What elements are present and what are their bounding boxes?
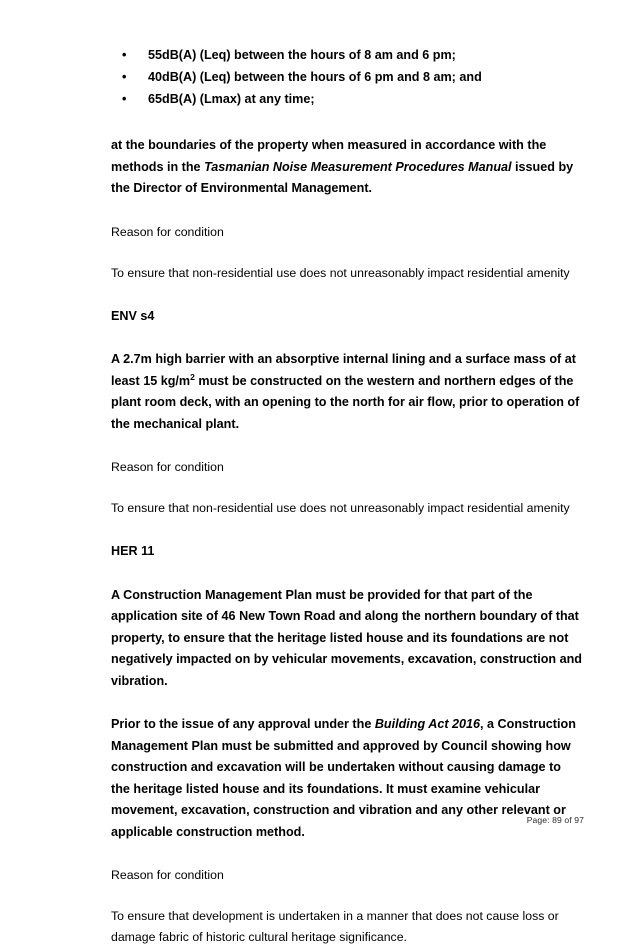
list-item-label: 55dB(A) (Leq) between the hours of 8 am and 6 pm; <box>148 48 456 62</box>
spacer <box>111 478 583 498</box>
page-content <box>111 44 583 948</box>
reason-for-condition-label-3: Reason for condition <box>111 868 224 882</box>
bullet-icon: • <box>122 70 127 84</box>
reason-for-condition-label-2: Reason for condition <box>111 460 224 474</box>
paragraph-text-part-2: issued by the Director of Environmental Management. <box>111 159 574 195</box>
paragraph-text-part-2: must be constructed on the western and northern edges of the plant room deck, with an opening to the north for air flow, prior to operation of the mechanical plant. <box>111 373 580 431</box>
list-item <box>111 88 583 110</box>
paragraph-text-part-2: , a Construction Management Plan must be submitted and approved by Council showing how construction and excavation will be undertaken without causing damage to the heritage listed house and its foundations. It must examine vehicular movement, excavation, construction and vibration and any other relevant or applicable construction method. <box>111 717 576 839</box>
spacer <box>111 692 583 714</box>
reason-for-condition-label-1: Reason for condition <box>111 224 224 239</box>
spacer <box>111 200 583 222</box>
spacer <box>111 435 583 457</box>
bullet-icon: • <box>122 92 127 106</box>
building-act-italic: Building Act 2016 <box>374 717 481 731</box>
noise-boundary-paragraph <box>111 135 583 200</box>
spacer <box>111 886 583 906</box>
spacer <box>111 284 583 306</box>
spacer <box>111 243 583 263</box>
page-number-footer: Page: 89 of 97 <box>526 815 584 825</box>
paragraph-text-part-1: A 2.7m high barrier with an absorptive internal lining and a surface mass of at least 15 kg/m <box>111 352 576 388</box>
section-heading-her-11: HER 11 <box>111 544 155 558</box>
list-item-label: 65dB(A) (Lmax) at any time; <box>148 92 315 106</box>
noise-limits-bullet-list <box>111 44 583 110</box>
her-11-paragraph-1: A Construction Management Plan must be provided for that part of the application site of 46 New Town Road and along the northern boundary of that property, to ensure that the heritage listed house and its foundations are not negatively impacted on by vehicular movements, excavation, construction and vibration. <box>111 587 583 688</box>
bullet-icon: • <box>122 48 127 62</box>
list-item <box>111 66 583 88</box>
reason-for-condition-text-3: To ensure that development is undertaken in a manner that does not cause loss or damage fabric of historic cultural heritage significance. <box>111 909 559 944</box>
reason-for-condition-text-1: To ensure that non-residential use does not unreasonably impact residential amenity <box>111 265 570 280</box>
her-11-paragraph-2 <box>111 714 583 843</box>
spacer <box>111 519 583 541</box>
spacer <box>111 110 583 135</box>
spacer <box>111 327 583 349</box>
square-metre-superscript: 2 <box>190 371 195 382</box>
spacer <box>111 563 583 585</box>
paragraph-text-part-1: Prior to the issue of any approval under the <box>111 717 375 731</box>
reason-for-condition-text-2: To ensure that non-residential use does not unreasonably impact residential amenity <box>111 501 570 515</box>
manual-title-italic: Tasmanian Noise Measurement Procedures Manual <box>204 159 512 174</box>
list-item <box>111 44 583 66</box>
env-s4-paragraph <box>111 349 583 435</box>
paragraph-text-part-1: at the boundaries of the property when measured in accordance with the methods in the <box>111 138 547 174</box>
section-heading-env-s4: ENV s4 <box>111 308 155 323</box>
spacer <box>111 843 583 865</box>
list-item-label: 40dB(A) (Leq) between the hours of 6 pm and 8 am; and <box>148 70 482 84</box>
